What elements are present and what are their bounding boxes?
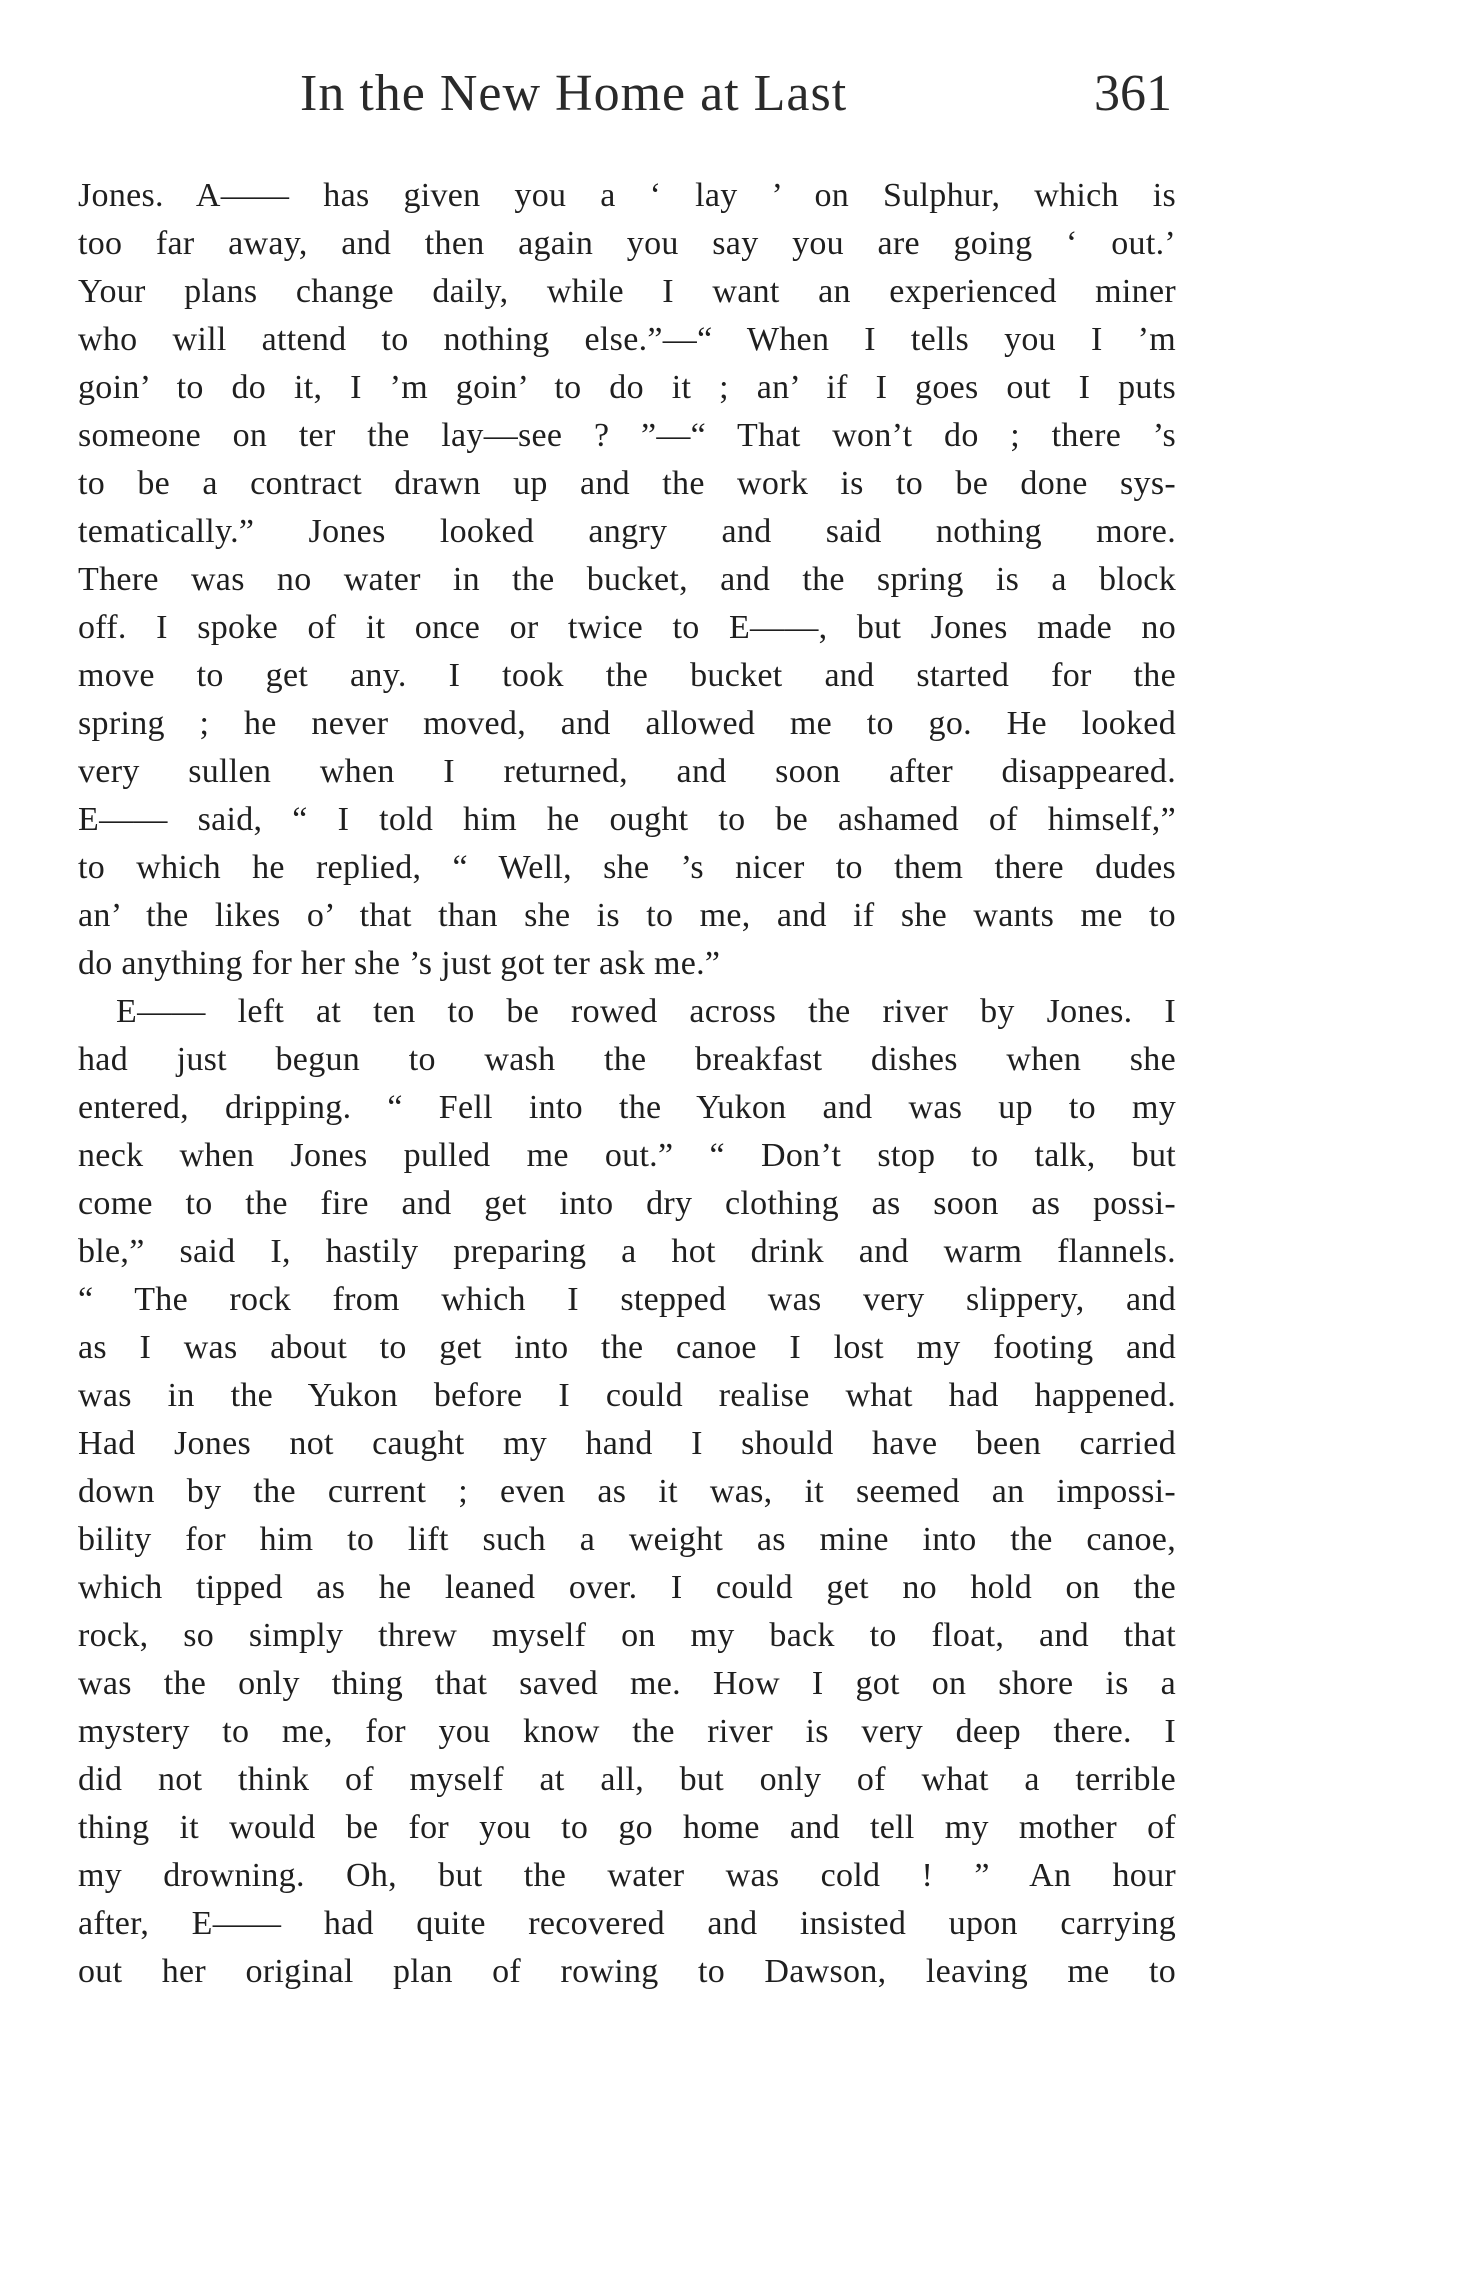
text-line: as I was about to get into the canoe I lost my footing and (78, 1329, 1176, 1366)
text-line: “ The rock from which I stepped was very slippery, and (78, 1281, 1176, 1318)
text-line: do anything for her she ’s just got ter ask me.” (78, 945, 721, 982)
text-line: There was no water in the bucket, and the spring is a block (78, 561, 1176, 598)
text-line: tematically.” Jones looked angry and said nothing more. (78, 513, 1176, 550)
text-line: mystery to me, for you know the river is very deep there. I (78, 1713, 1176, 1750)
text-line: after, E—— had quite recovered and insisted upon carrying (78, 1905, 1176, 1942)
text-line: too far away, and then again you say you are going ‘ out.’ (78, 225, 1176, 262)
text-line: who will attend to nothing else.”—“ When I tells you I ’m (78, 321, 1176, 358)
text-line: E—— said, “ I told him he ought to be ashamed of himself,” (78, 801, 1176, 838)
text-line: entered, dripping. “ Fell into the Yukon and was up to my (78, 1089, 1176, 1126)
text-line: neck when Jones pulled me out.” “ Don’t stop to talk, but (78, 1137, 1176, 1174)
text-line: my drowning. Oh, but the water was cold ! ” An hour (78, 1857, 1176, 1894)
text-line: very sullen when I returned, and soon after disappeared. (78, 753, 1176, 790)
text-line: off. I spoke of it once or twice to E——, but Jones made no (78, 609, 1176, 646)
text-line: Had Jones not caught my hand I should have been carried (78, 1425, 1176, 1462)
text-line: bility for him to lift such a weight as mine into the canoe, (78, 1521, 1176, 1558)
running-head (300, 64, 1172, 134)
text-line: ble,” said I, hastily preparing a hot drink and warm flannels. (78, 1233, 1176, 1270)
text-line: move to get any. I took the bucket and started for the (78, 657, 1176, 694)
text-line: was in the Yukon before I could realise what had happened. (78, 1377, 1176, 1414)
text-line: come to the fire and get into dry clothing as soon as possi- (78, 1185, 1176, 1222)
page-number: 361 (1094, 65, 1172, 122)
text-line: thing it would be for you to go home and tell my mother of (78, 1809, 1176, 1846)
text-line: Your plans change daily, while I want an experienced miner (78, 273, 1176, 310)
text-line: did not think of myself at all, but only of what a terrible (78, 1761, 1176, 1798)
text-line: an’ the likes o’ that than she is to me, and if she wants me to (78, 897, 1176, 934)
text-line: Jones. A—— has given you a ‘ lay ’ on Sulphur, which is (78, 177, 1176, 214)
text-line: goin’ to do it, I ’m goin’ to do it ; an’ if I goes out I puts (78, 369, 1176, 406)
text-line: was the only thing that saved me. How I got on shore is a (78, 1665, 1176, 1702)
text-line: spring ; he never moved, and allowed me to go. He looked (78, 705, 1176, 742)
text-line: out her original plan of rowing to Dawson, leaving me to (78, 1953, 1176, 1990)
body-text (78, 172, 1176, 1996)
text-line: someone on ter the lay—see ? ”—“ That won’t do ; there ’s (78, 417, 1176, 454)
text-line: to which he replied, “ Well, she ’s nicer to them there dudes (78, 849, 1176, 886)
text-line: to be a contract drawn up and the work is to be done sys- (78, 465, 1176, 502)
text-line: which tipped as he leaned over. I could get no hold on the (78, 1569, 1176, 1606)
text-line: rock, so simply threw myself on my back to float, and that (78, 1617, 1176, 1654)
text-line: down by the current ; even as it was, it seemed an impossi- (78, 1473, 1176, 1510)
running-title: In the New Home at Last (300, 65, 848, 122)
text-line: E—— left at ten to be rowed across the river by Jones. I (116, 993, 1176, 1030)
text-line: had just begun to wash the breakfast dishes when she (78, 1041, 1176, 1078)
